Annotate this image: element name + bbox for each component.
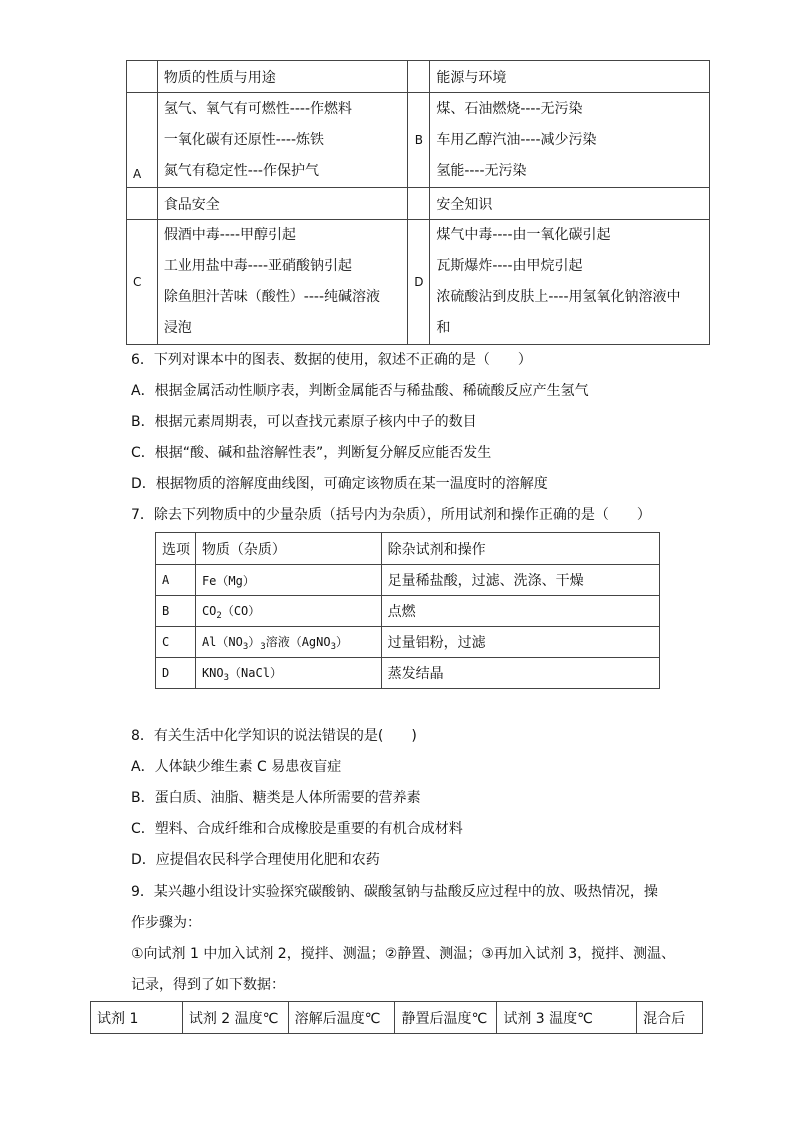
table-row: D $KNO_3(NaCl)$ 蒸发结晶: [156, 658, 660, 689]
q6-option-d: D．根据物质的溶解度曲线图，可确定该物质在某一温度时的溶解度: [131, 476, 548, 492]
option-d-label: D: [408, 220, 430, 345]
q6-stem: 6．下列对课本中的图表、数据的使用，叙述不正确的是（ ）: [131, 352, 532, 368]
table-row: A Fe（Mg） 足量稀盐酸，过滤、洗涤、干燥: [156, 565, 660, 596]
option-b-label: B: [408, 93, 430, 188]
option-c-content: 假酒中毒----甲醇引起 工业用盐中毒----亚硝酸钠引起 除鱼胆汁苦味（酸性）----纯碱溶液 浸泡: [157, 220, 408, 345]
q7-stem: 7．除去下列物质中的少量杂质（括号内为杂质），所用试剂和操作正确的是（ ）: [131, 507, 651, 523]
q9-line-1: 9．某兴趣小组设计实验探究碳酸钠、碳酸氢钠与盐酸反应过程中的放、吸热情况，操: [131, 884, 658, 900]
header-food-safety: 食品安全: [157, 188, 408, 220]
col-header-substance: 物质（杂质）: [195, 533, 381, 565]
col-header-reagent-3-temp: 试剂 3 温度℃: [497, 1002, 637, 1034]
substance-cell: $CO_2(CO)$: [195, 596, 381, 627]
q8-option-b: B．蛋白质、油脂、糖类是人体所需要的营养素: [131, 790, 421, 806]
q6-option-c: C．根据“酸、碱和盐溶解性表”，判断复分解反应能否发生: [131, 445, 492, 461]
q9-line-3: ①向试剂 1 中加入试剂 2，搅拌、测温；②静置、测温；③再加入试剂 3，搅拌、测温、: [131, 946, 676, 962]
col-header-dissolved-temp: 溶解后温度℃: [288, 1002, 395, 1034]
header-safety-knowledge: 安全知识: [430, 188, 710, 220]
table-row: B $CO_2(CO)$ 点燃: [156, 596, 660, 627]
col-header-rested-temp: 静置后温度℃: [395, 1002, 497, 1034]
temperature-table: [90, 1001, 703, 1034]
substance-cell: $KNO_3(NaCl)$: [195, 658, 381, 689]
q8-option-c: C．塑料、合成纤维和合成橡胶是重要的有机合成材料: [131, 821, 463, 837]
q6-option-b: B．根据元素周期表，可以查找元素原子核内中子的数目: [131, 414, 477, 430]
knowledge-table: [126, 60, 710, 345]
col-header-reagent-1: 试剂 1: [91, 1002, 183, 1034]
col-header-reagent-2-temp: 试剂 2 温度℃: [182, 1002, 288, 1034]
q9-line-2: 作步骤为：: [131, 915, 201, 931]
option-c-label: C: [127, 220, 158, 345]
option-b-content: 煤、石油燃烧----无污染 车用乙醇汽油----减少污染 氢能----无污染: [430, 93, 710, 188]
col-header-after-mixing: 混合后: [637, 1002, 703, 1034]
option-d-content: 煤气中毒----由一氧化碳引起 瓦斯爆炸----由甲烷引起 浓硫酸沾到皮肤上----用氢氧化钠溶液中 和: [430, 220, 710, 345]
q8-option-a: A．人体缺少维生素 C 易患夜盲症: [131, 759, 342, 775]
table-row: C $Al(NO_3)_3$溶液（AgNO$_3$） 过量铝粉，过滤: [156, 627, 660, 658]
q8-option-d: D．应提倡农民科学合理使用化肥和农药: [131, 852, 380, 868]
q8-stem: 8．有关生活中化学知识的说法错误的是( ): [131, 728, 417, 744]
impurity-table: [155, 532, 660, 689]
option-a-label: A: [127, 93, 158, 188]
header-property-use: 物质的性质与用途: [157, 61, 408, 93]
q9-line-4: 记录，得到了如下数据：: [131, 977, 285, 993]
col-header-method: 除杂试剂和操作: [381, 533, 659, 565]
option-a-content: 氢气、氧气有可燃性----作燃料 一氧化碳有还原性----炼铁 氮气有稳定性---作保护气: [157, 93, 408, 188]
q6-option-a: A．根据金属活动性顺序表，判断金属能否与稀盐酸、稀硫酸反应产生氢气: [131, 383, 589, 399]
substance-cell: $Al(NO_3)_3$溶液（AgNO$_3$）: [195, 627, 381, 658]
header-energy-env: 能源与环境: [430, 61, 710, 93]
col-header-option: 选项: [156, 533, 196, 565]
